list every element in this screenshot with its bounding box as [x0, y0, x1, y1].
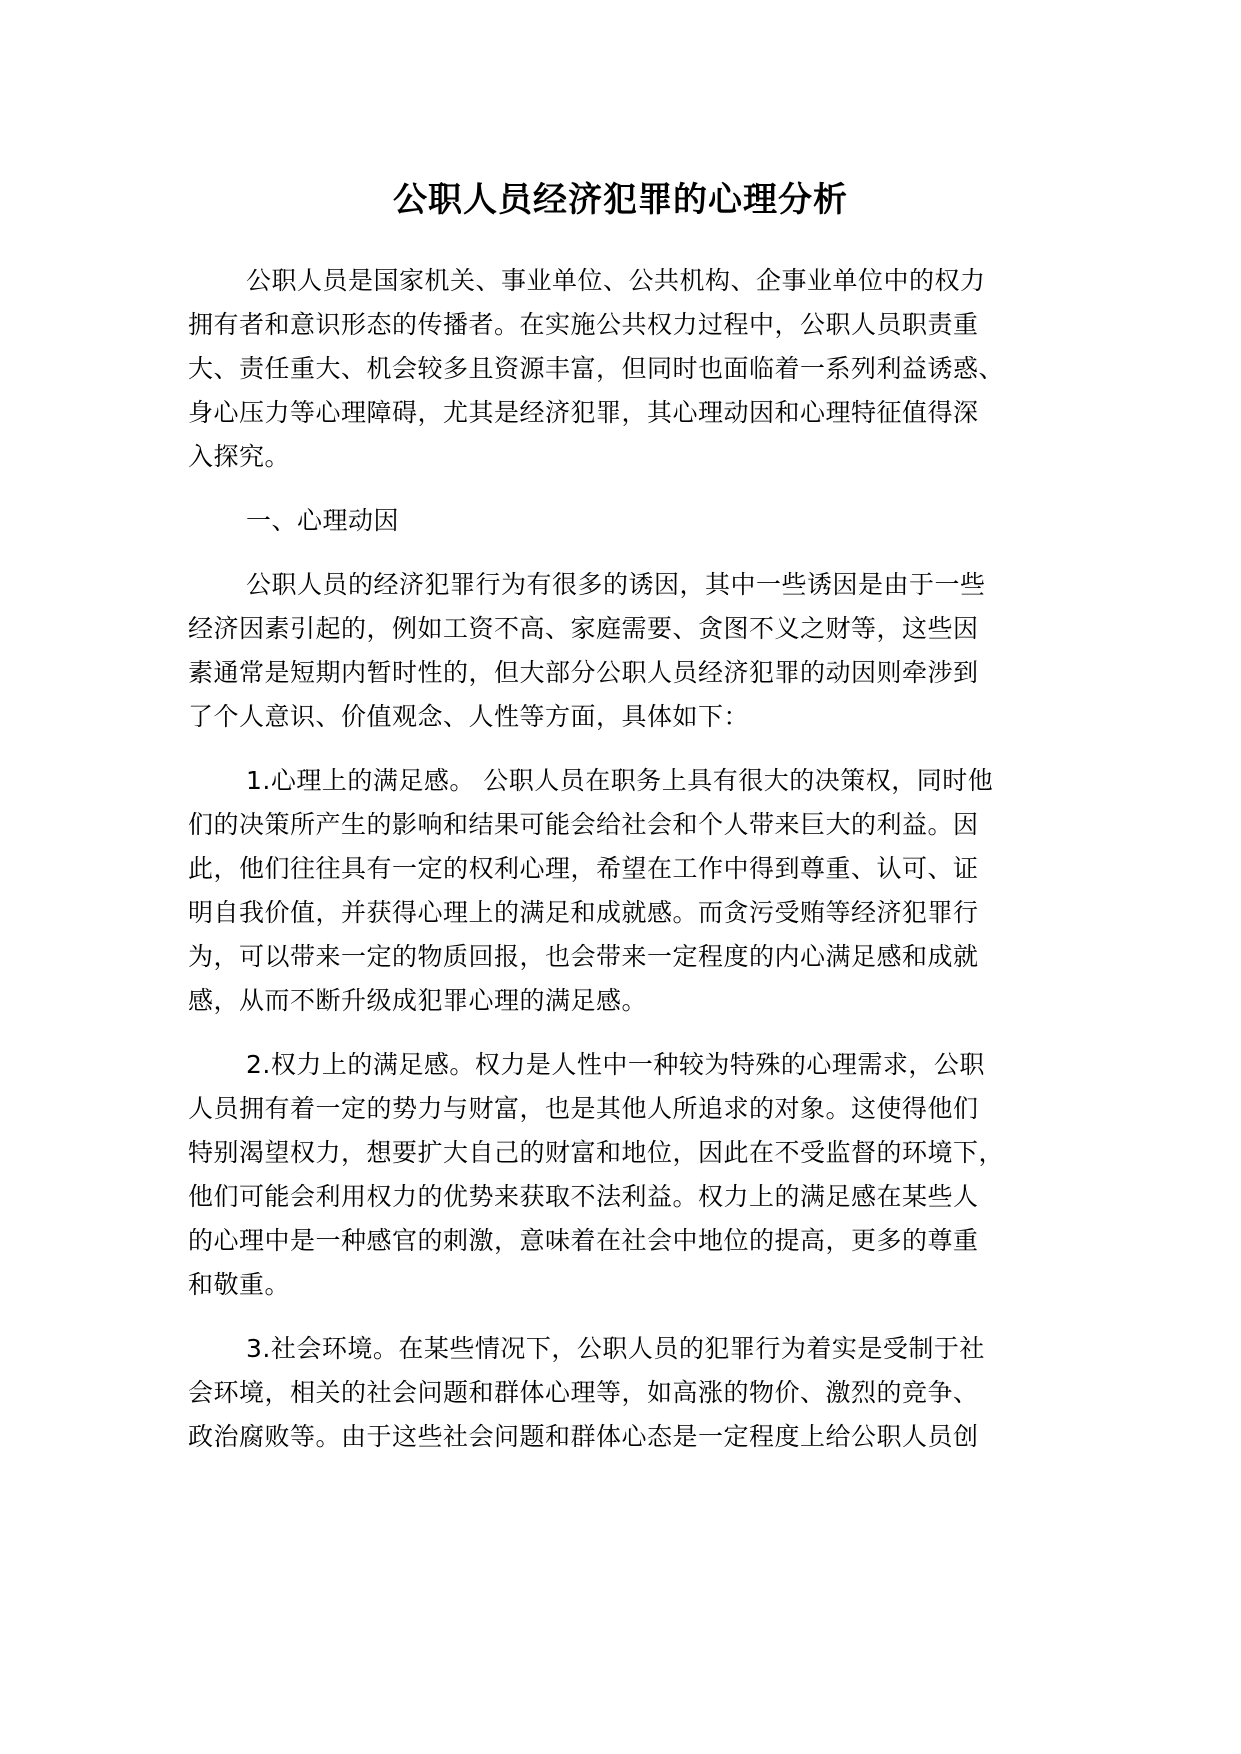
paragraph-line: 大、责任重大、机会较多且资源丰富，但同时也面临着一系列利益诱惑、 — [188, 354, 1005, 383]
paragraph-line: 和敬重。 — [188, 1270, 291, 1299]
paragraph-line: 的心理中是一种感官的刺激，意味着在社会中地位的提高，更多的尊重 — [188, 1226, 979, 1255]
paragraph-line: 1.心理上的满足感。 公职人员在职务上具有很大的决策权，同时他 — [246, 766, 994, 795]
paragraph-line: 2.权力上的满足感。权力是人性中一种较为特殊的心理需求，公职 — [246, 1050, 985, 1079]
paragraph-line: 3.社会环境。在某些情况下，公职人员的犯罪行为着实是受制于社 — [246, 1334, 985, 1363]
paragraph-line: 他们可能会利用权力的优势来获取不法利益。权力上的满足感在某些人 — [188, 1182, 979, 1211]
paragraph-line: 会环境，相关的社会问题和群体心理等，如高涨的物价、激烈的竞争、 — [188, 1378, 979, 1407]
paragraph-line: 拥有者和意识形态的传播者。在实施公共权力过程中，公职人员职责重 — [188, 310, 979, 339]
paragraph-line: 为，可以带来一定的物质回报，也会带来一定程度的内心满足感和成就 — [188, 942, 979, 971]
paragraph-line: 公职人员的经济犯罪行为有很多的诱因，其中一些诱因是由于一些 — [246, 570, 986, 599]
paragraph-line: 素通常是短期内暂时性的，但大部分公职人员经济犯罪的动因则牵涉到 — [188, 658, 979, 687]
paragraph-line: 公职人员是国家机关、事业单位、公共机构、企事业单位中的权力 — [246, 266, 986, 295]
paragraph-line: 了个人意识、价值观念、人性等方面，具体如下： — [188, 702, 750, 731]
paragraph-line: 特别渴望权力，想要扩大自己的财富和地位，因此在不受监督的环境下， — [188, 1138, 1005, 1167]
paragraph-line: 明自我价值，并获得心理上的满足和成就感。而贪污受贿等经济犯罪行 — [188, 898, 979, 927]
paragraph-line: 入探究。 — [188, 442, 291, 471]
section-heading: 一、心理动因 — [246, 506, 400, 535]
page-title: 公职人员经济犯罪的心理分析 — [393, 180, 848, 220]
paragraph-line: 经济因素引起的，例如工资不高、家庭需要、贪图不义之财等，这些因 — [188, 614, 979, 643]
paragraph-line: 人员拥有着一定的势力与财富，也是其他人所追求的对象。这使得他们 — [188, 1094, 979, 1123]
paragraph-line: 此，他们往往具有一定的权利心理，希望在工作中得到尊重、认可、证 — [188, 854, 979, 883]
paragraph-line: 感，从而不断升级成犯罪心理的满足感。 — [188, 986, 648, 1015]
paragraph-line: 们的决策所产生的影响和结果可能会给社会和个人带来巨大的利益。因 — [188, 810, 979, 839]
paragraph-line: 身心压力等心理障碍，尤其是经济犯罪，其心理动因和心理特征值得深 — [188, 398, 979, 427]
paragraph-line: 政治腐败等。由于这些社会问题和群体心态是一定程度上给公职人员创 — [188, 1422, 979, 1451]
